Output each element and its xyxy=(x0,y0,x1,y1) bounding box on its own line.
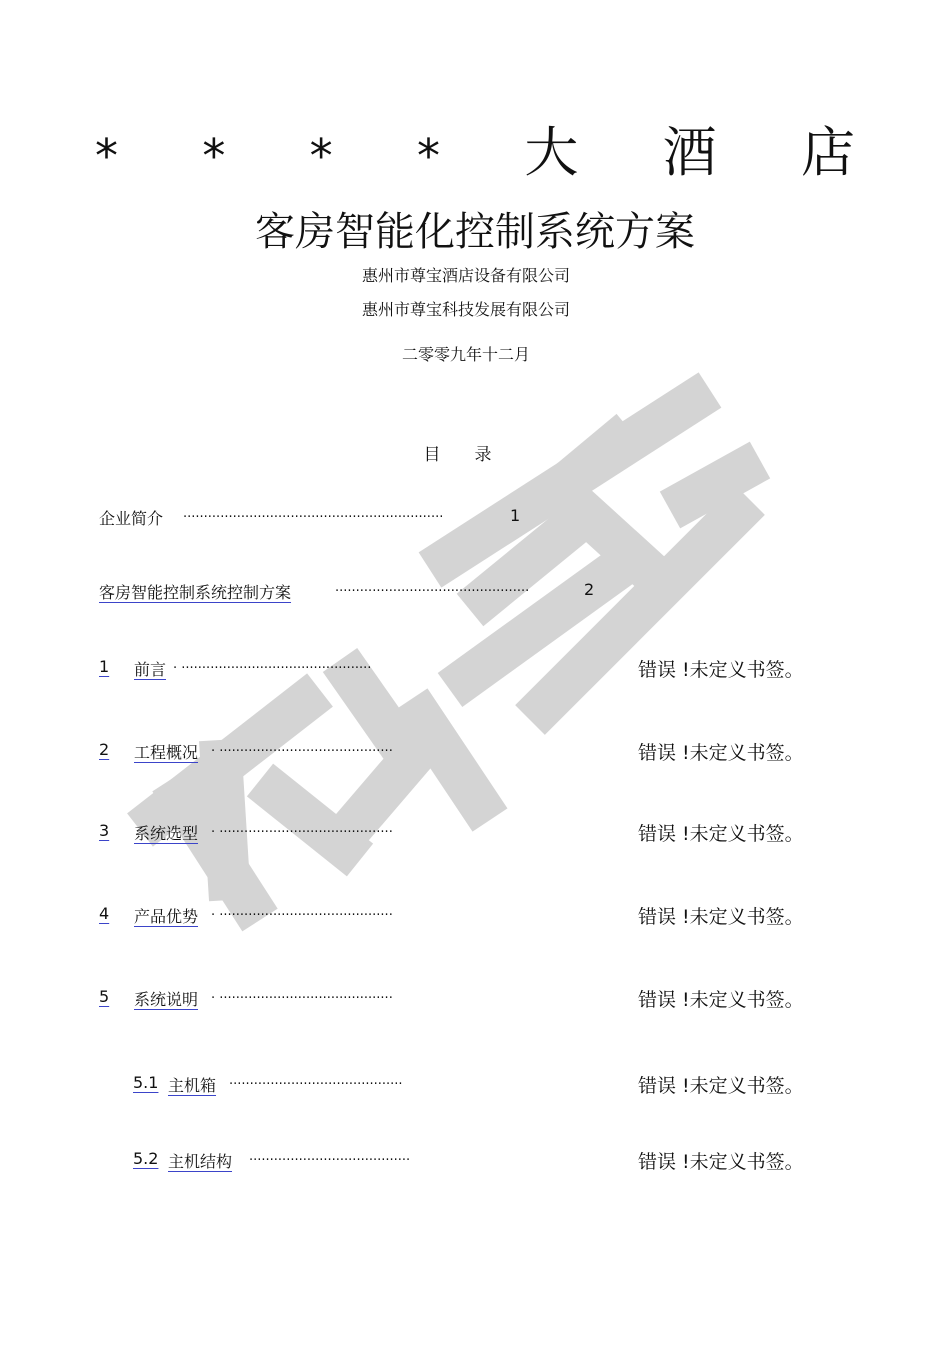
document-date: 二零零九年十二月 xyxy=(401,345,530,364)
toc-entry-label[interactable]: 客房智能控制系统控制方案 xyxy=(99,583,292,602)
title-char: 店 xyxy=(800,121,855,184)
toc-entry-page-error: 错误 !未定义书签。 xyxy=(638,989,804,1011)
company-name-2: 惠州市尊宝科技发展有限公司 xyxy=(361,300,570,319)
toc-entry-label[interactable]: 工程概况 xyxy=(134,743,199,762)
toc-leader-dots: .......................................... xyxy=(229,1073,403,1088)
toc-entry-system-description[interactable] xyxy=(99,987,439,1013)
toc-entry-host-box[interactable] xyxy=(133,1073,453,1099)
toc-entry-label[interactable]: 产品优势 xyxy=(134,907,199,926)
toc-entry-number[interactable]: 5.2 xyxy=(133,1149,159,1168)
company-name-1: 惠州市尊宝酒店设备有限公司 xyxy=(361,266,570,285)
toc-entry-number[interactable]: 2 xyxy=(99,740,110,759)
toc-leader-dots: . .......................................... xyxy=(211,821,393,836)
toc-entry-number[interactable]: 3 xyxy=(99,821,110,840)
toc-entry-preface[interactable] xyxy=(99,657,439,683)
toc-entry-label[interactable]: 主机结构 xyxy=(168,1152,233,1171)
toc-leader-dots: . .......................................... xyxy=(211,987,393,1002)
toc-entry-number[interactable]: 4 xyxy=(99,904,110,923)
title-char: * xyxy=(309,129,333,183)
toc-entry-number[interactable]: 1 xyxy=(99,657,110,676)
toc-leader-dots: . .......................................... xyxy=(211,740,393,755)
toc-entry-page-error: 错误 !未定义书签。 xyxy=(638,1151,804,1173)
toc-entry-label[interactable]: 主机箱 xyxy=(168,1076,217,1095)
title-char: * xyxy=(416,129,440,183)
toc-leader-dots: . .............................................. xyxy=(173,657,372,672)
toc-leader-dots: ............................................................... xyxy=(183,506,444,521)
toc-entry-page-error: 错误 !未定义书签。 xyxy=(638,823,804,845)
toc-heading: 目录 xyxy=(423,445,526,465)
toc-entry-number[interactable]: 5.1 xyxy=(133,1073,159,1092)
toc-entry-project-overview[interactable] xyxy=(99,740,439,766)
toc-entry-page-error: 错误 !未定义书签。 xyxy=(638,906,804,928)
toc-entry-label[interactable]: 前言 xyxy=(134,660,167,679)
document-title xyxy=(95,118,855,188)
title-char: * xyxy=(202,129,226,183)
toc-entry-system-selection[interactable] xyxy=(99,821,439,847)
toc-leader-dots: . .......................................... xyxy=(211,904,393,919)
toc-entry-host-structure[interactable] xyxy=(133,1149,463,1175)
toc-entry-label[interactable]: 企业简介 xyxy=(99,509,164,528)
toc-entry-page: 1 xyxy=(510,506,521,525)
toc-entry-control-plan[interactable] xyxy=(99,580,619,606)
toc-leader-dots: ............................................... xyxy=(335,580,530,595)
toc-entry-number[interactable]: 5 xyxy=(99,987,110,1006)
title-char: 酒 xyxy=(662,121,717,184)
title-char: 大 xyxy=(524,121,579,184)
document-subtitle: 客房智能化控制系统方案 xyxy=(255,209,695,255)
toc-entry-company-intro[interactable] xyxy=(99,506,559,532)
toc-entry-label[interactable]: 系统选型 xyxy=(134,824,199,843)
toc-entry-page-error: 错误 !未定义书签。 xyxy=(638,742,804,764)
toc-entry-page-error: 错误 !未定义书签。 xyxy=(638,1075,804,1097)
toc-leader-dots: ....................................... xyxy=(249,1149,411,1164)
toc-entry-label[interactable]: 系统说明 xyxy=(134,990,199,1009)
toc-entry-page-error: 错误 !未定义书签。 xyxy=(638,659,804,681)
toc-entry-product-advantages[interactable] xyxy=(99,904,439,930)
toc-entry-page: 2 xyxy=(584,580,595,599)
title-char: * xyxy=(95,129,118,183)
